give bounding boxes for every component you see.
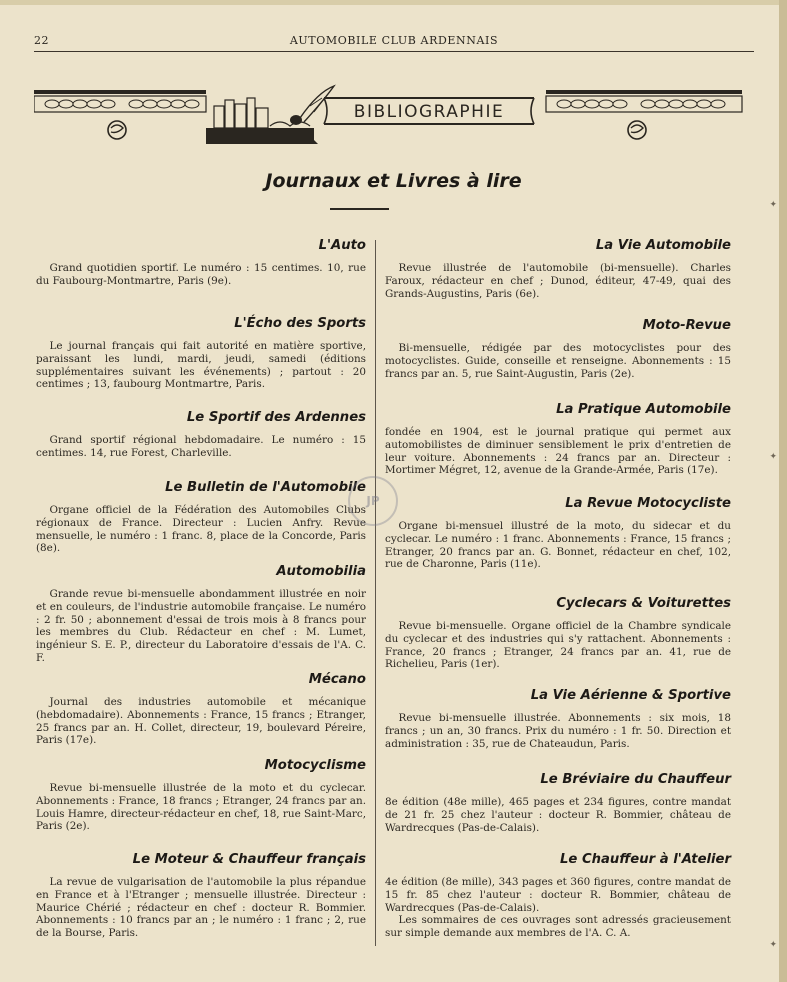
entry-bulletin-automobile — [36, 480, 366, 564]
library-stamp-icon: JP — [348, 476, 398, 526]
entry-text: Revue illustrée de l'automobile (bi-mensuelle). Charles Faroux, rédacteur en chef ; Dunod, éditeur, 47-49, quai des Grands-Augustins, Paris (6e). — [385, 262, 731, 300]
entry-title: La Vie Aérienne & Sportive — [530, 688, 731, 703]
page-header — [34, 34, 754, 48]
entry-chauffeur-atelier — [385, 852, 731, 940]
entry-text: Bi-mensuelle, rédigée par des motocyclistes pour des motocyclistes. Guide, conseille et renseigne. Abonnements : 15 francs par an. 5, rue Saint-Augustin, Paris (2e). — [385, 342, 731, 380]
margin-mark: ✦ — [769, 940, 777, 950]
entry-echo-des-sports — [36, 316, 366, 410]
entry-title: Le Bulletin de l'Automobile — [165, 480, 366, 495]
entry-text: Grande revue bi-mensuelle abondamment illustrée en noir et en couleurs, de l'industrie automobile française. Le numéro : 2 fr. 50 ; abonnement d'essai de trois mois à 8 francs pour les membres du Club. Rédacteur en chef : M. Lumet, ingénieur S. E. P., directeur du Laboratoire d'essais de l'A. C. F. — [36, 588, 366, 664]
entry-title: La Vie Automobile — [595, 238, 731, 253]
page-number: 22 — [34, 34, 49, 47]
entry-text: La revue de vulgarisation de l'automobile la plus répandue en France et à l'Etranger ; mensuelle illustrée. Directeur : Maurice Chérié ; rédacteur en chef : docteur R. Bommier. Abonnements : 10 francs par an ; le numéro : 1 franc ; 2, rue de la Bourse, Paris. — [36, 876, 366, 940]
entry-vie-aerienne — [385, 688, 731, 772]
margin-mark: ✦ — [769, 452, 777, 462]
entry-text: Journal des industries automobile et mécanique (hebdomadaire). Abonnements : France, 15 francs ; Etranger, 25 francs par an. H. Collet, directeur, 19, boulevard Péreire, Paris (17e). — [36, 696, 366, 747]
entry-text: Organe officiel de la Fédération des Automobiles Clubs régionaux de France. Directeur : Lucien Anfry. Revue mensuelle, le numéro : 1 franc. 8, place de la Concorde, Paris (8e). — [36, 504, 366, 555]
page-top-edge — [0, 0, 787, 5]
entry-text: Grand quotidien sportif. Le numéro : 15 centimes. 10, rue du Faubourg-Montmartre, Paris (9e). — [36, 262, 366, 287]
entry-moteur-chauffeur — [36, 852, 366, 940]
entry-cyclecars-voiturettes — [385, 596, 731, 688]
entry-motocyclisme — [36, 758, 366, 852]
entry-text: Revue bi-mensuelle. Organe officiel de la Chambre syndicale du cyclecar et des industries qui s'y rattachent. Abonnements : France, 20 francs ; Etranger, 24 francs par an. 41, rue de Richelieu, Paris (1er). — [385, 620, 731, 671]
entry-l-auto — [36, 238, 366, 316]
left-column — [36, 238, 366, 940]
entry-note: Les sommaires de ces ouvrages sont adressés gracieusement sur simple demande aux membres de l'A. C. A. — [385, 914, 731, 940]
entry-text: Revue bi-mensuelle illustrée de la moto et du cyclecar. Abonnements : France, 18 francs ; Etranger, 24 francs par an. Louis Hamre, directeur-rédacteur en chef, 18, rue Saint-Marc, Paris (2e). — [36, 782, 366, 833]
entry-breviaire-chauffeur — [385, 772, 731, 852]
entry-vie-automobile — [385, 238, 731, 318]
entry-mecano — [36, 672, 366, 758]
entry-title: Automobilia — [276, 564, 366, 579]
entry-title: L'Auto — [318, 238, 366, 253]
margin-mark: ✦ — [769, 200, 777, 210]
section-title: Journaux et Livres à lire — [265, 170, 522, 192]
entry-text: Grand sportif régional hebdomadaire. Le numéro : 15 centimes. 14, rue Forest, Charleville. — [36, 434, 366, 459]
entry-title: Moto-Revue — [642, 318, 731, 333]
banner-ornament — [34, 84, 754, 150]
entry-title: Le Moteur & Chauffeur français — [132, 852, 366, 867]
entry-moto-revue — [385, 318, 731, 402]
entry-title: Mécano — [308, 672, 366, 687]
right-column — [385, 238, 731, 940]
entry-text: 8e édition (48e mille), 465 pages et 234 figures, contre mandat de 21 fr. 25 chez l'auteur : docteur R. Bommier, château de Wardrecques (Pas-de-Calais). — [385, 796, 731, 834]
entry-text: Revue bi-mensuelle illustrée. Abonnements : six mois, 18 francs ; un an, 30 francs. Prix du numéro : 1 fr. 50. Direction et administration : 35, rue de Chateaudun, Paris. — [385, 712, 731, 750]
page-right-edge — [779, 0, 787, 982]
books-quill-icon — [206, 86, 334, 144]
entry-revue-motocycliste — [385, 496, 731, 596]
entry-text: fondée en 1904, est le journal pratique qui permet aux automobilistes de diminuer sensiblement le prix d'entretien de leur voiture. Abonnements : 24 francs par an. Directeur : Mortimer Mégret, 12, avenue de la Grande-Armée, Paris (17e). — [385, 426, 731, 477]
running-title: AUTOMOBILE CLUB ARDENNAIS — [289, 34, 499, 47]
banner-title: BIBLIOGRAPHIE — [353, 102, 505, 122]
title-rule — [330, 208, 389, 210]
column-divider — [375, 240, 376, 946]
entry-text: Organe bi-mensuel illustré de la moto, du sidecar et du cyclecar. Le numéro : 1 franc. Abonnements : France, 15 francs ; Etranger, 20 francs par an. G. Bonnet, rédacteur en chef, 102, rue de Charonne, Paris (11e). — [385, 520, 731, 571]
entry-text: Le journal français qui fait autorité en matière sportive, paraissant les lundi, mardi, jeudi, samedi (éditions supplémentaires suivant les événements) ; partout : 20 centimes ; 13, faubourg Montmartre, Paris. — [36, 340, 366, 391]
entry-automobilia — [36, 564, 366, 672]
entry-title: Motocyclisme — [264, 758, 366, 773]
entry-title: Le Chauffeur à l'Atelier — [560, 852, 731, 867]
header-rule — [34, 51, 754, 52]
bibliographie-banner — [34, 84, 754, 150]
entry-title: L'Écho des Sports — [234, 316, 366, 331]
entry-text: 4e édition (8e mille), 343 pages et 360 figures, contre mandat de 15 fr. 85 chez l'auteur : docteur R. Bommier, château de Wardrecques (Pas-de-Calais). — [385, 876, 731, 914]
entry-title: Le Bréviaire du Chauffeur — [540, 772, 731, 787]
entry-sportif-des-ardennes — [36, 410, 366, 480]
entry-title: La Pratique Automobile — [556, 402, 731, 417]
entry-title: Cyclecars & Voiturettes — [556, 596, 731, 611]
entry-pratique-automobile — [385, 402, 731, 496]
entry-title: La Revue Motocycliste — [565, 496, 731, 511]
entry-title: Le Sportif des Ardennes — [186, 410, 366, 425]
